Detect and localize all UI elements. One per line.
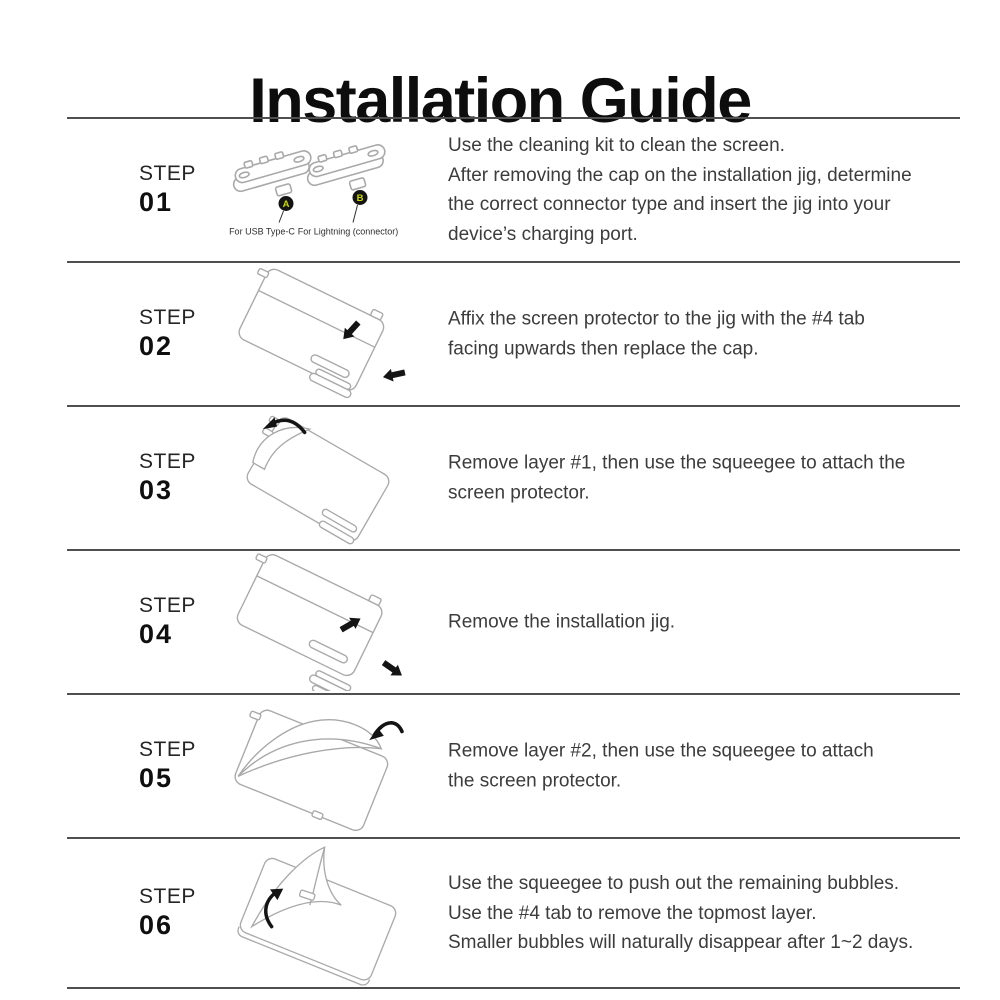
svg-text:B: B [356, 193, 364, 204]
remove-top-layer-drawing [217, 841, 424, 986]
step-word: STEP [139, 738, 196, 761]
step-label-03 [139, 450, 196, 506]
step-word: STEP [139, 885, 196, 908]
description-line: the correct connector type and insert the jig into your [448, 194, 891, 215]
screen-protector-drawing [215, 553, 395, 691]
description-line: Remove the installation jig. [448, 611, 676, 633]
step-03-illustration [195, 409, 445, 547]
step-word: STEP [139, 450, 196, 473]
step-number: 02 [139, 331, 174, 361]
description-line: facing upwards then replace the cap. [448, 338, 759, 359]
screen-protector-drawing [225, 265, 389, 399]
description-line: device’s charging port. [448, 223, 638, 245]
step-number: 04 [139, 619, 174, 649]
svg-text:A: A [282, 199, 290, 210]
step-label-01 [139, 162, 196, 218]
step-row-04 [67, 549, 960, 693]
step-word: STEP [139, 162, 196, 185]
step-01-description [448, 131, 912, 249]
step-05-description [448, 737, 874, 796]
description-line: Remove layer #1, then use the squeegee to attach the [448, 452, 906, 474]
step-label-06 [139, 885, 196, 941]
description-line: the screen protector. [448, 770, 622, 791]
step-06-illustration [195, 841, 445, 986]
description-line: Use the #4 tab to remove the topmost layer. [448, 902, 817, 924]
description-line: Use the cleaning kit to clean the screen. [448, 135, 785, 156]
peel-layer2-drawing [212, 697, 428, 835]
step-number: 03 [139, 475, 174, 505]
arrow-icon [380, 657, 406, 680]
step-02-description [448, 305, 865, 364]
step-05-illustration [195, 697, 445, 835]
lightning-jig-drawing [302, 138, 388, 187]
step-04-illustration [195, 553, 445, 691]
step-03-description [448, 449, 905, 508]
step-02-illustration [195, 265, 445, 403]
step-row-06 [67, 837, 960, 989]
description-line: screen protector. [448, 482, 590, 503]
description-line: After removing the cap on the installation jig, determine [448, 164, 912, 186]
step-01-illustration [220, 128, 420, 253]
step-row-02 [67, 261, 960, 405]
protector-on-jig-drawing [212, 265, 428, 403]
description-line: Affix the screen protector to the jig with the #4 tab [448, 308, 865, 330]
step-row-01 [67, 117, 960, 261]
step-06-description [448, 869, 913, 958]
badge-b-icon [353, 190, 368, 223]
arrow-icon [382, 366, 407, 383]
step-number: 05 [139, 763, 174, 793]
peel-layer1-drawing [216, 409, 425, 547]
remove-jig-drawing [212, 553, 428, 691]
step-word: STEP [139, 306, 196, 329]
step-row-03 [67, 405, 960, 549]
screen-protector-drawing [235, 411, 391, 546]
usb-c-jig-drawing [228, 144, 314, 193]
installation-jigs-drawing [220, 128, 420, 253]
page-title: Installation Guide [249, 65, 751, 136]
step-number: 01 [139, 187, 174, 217]
description-line: Remove layer #2, then use the squeegee to attach [448, 740, 874, 762]
step-04-description [448, 607, 675, 637]
step-word: STEP [139, 594, 196, 617]
jig-cap-b [349, 177, 366, 190]
badge-a-icon [279, 196, 294, 223]
step-label-02 [139, 306, 196, 362]
step-number: 06 [139, 910, 174, 940]
step-row-05 [67, 693, 960, 837]
step-label-04 [139, 594, 196, 650]
description-line: Smaller bubbles will naturally disappear after 1~2 days. [448, 931, 914, 953]
step-label-05 [139, 738, 196, 794]
jig-a-caption: For USB Type-C [229, 226, 295, 237]
steps-container [67, 117, 960, 989]
jig-cap-a [275, 183, 292, 196]
jig-b-caption: For Lightning (connector) [297, 226, 399, 237]
description-line: Use the squeegee to push out the remaining bubbles. [448, 872, 900, 894]
